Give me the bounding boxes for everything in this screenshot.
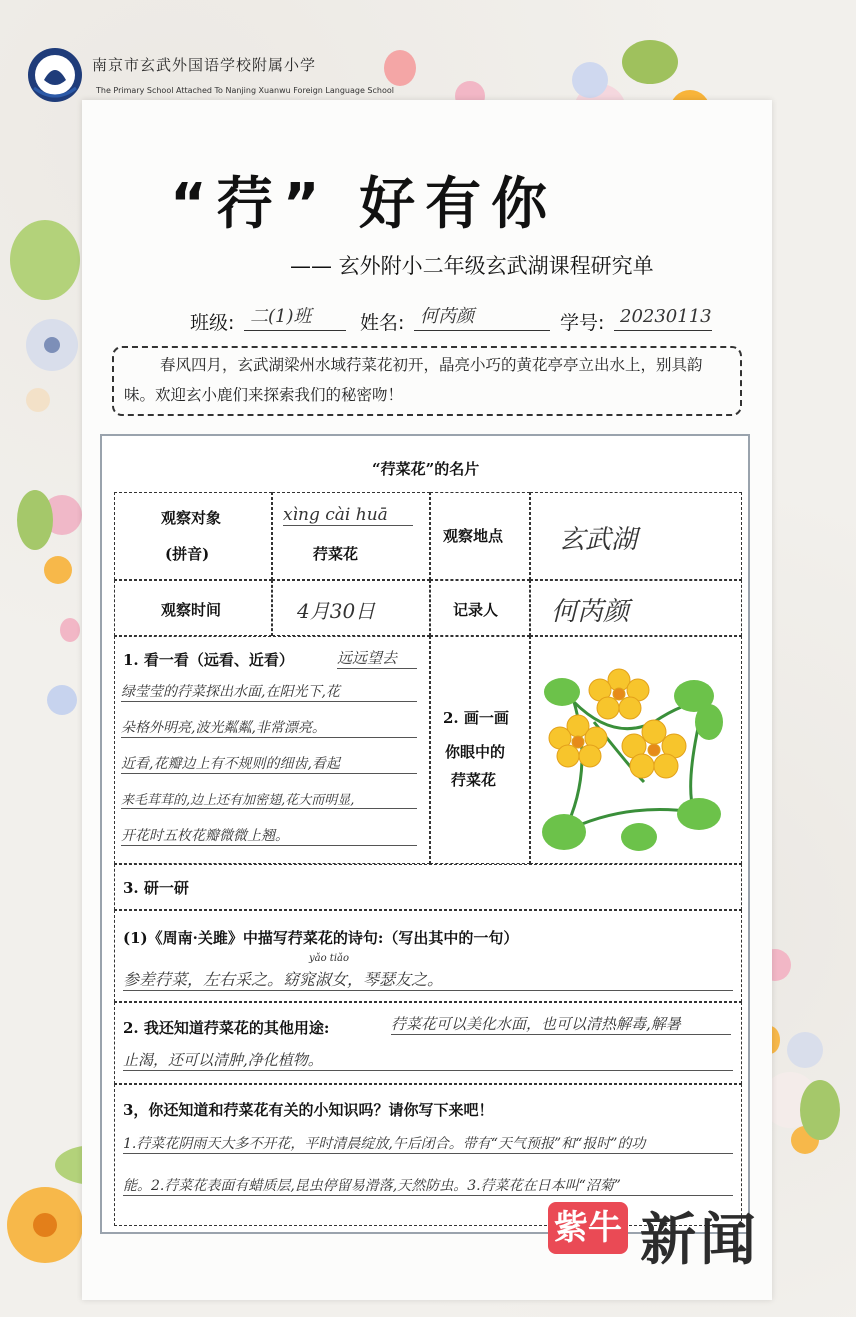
question-3-label: 3，你还知道和荇菜花有关的小知识吗？请你写下来吧！ xyxy=(123,1101,494,1119)
flower-drawing-image xyxy=(534,662,734,862)
page-title: “荇” 好有你 xyxy=(170,172,558,237)
cell-time-label xyxy=(114,580,272,636)
look-line-3: 朵格外明亮,波光粼粼,非常漂亮。 xyxy=(121,717,417,738)
look-line-2: 绿莹莹的荇菜探出水面,在阳光下,花 xyxy=(121,681,417,702)
student-id-label: 学号: xyxy=(560,312,605,334)
cell-look xyxy=(114,636,430,864)
research-label: 3. 研一研 xyxy=(123,879,189,897)
question-1-answer: 参差荇菜，左右采之。窈窕淑女，琴瑟友之。 xyxy=(123,967,733,991)
look-line-6: 开花时五枚花瓣微微上翘。 xyxy=(121,825,417,846)
cell-object-label xyxy=(114,492,272,580)
cell-recorder-value xyxy=(530,580,742,636)
look-line-4: 近看,花瓣边上有不规则的细齿,看起 xyxy=(121,753,417,774)
cell-draw-label xyxy=(430,636,530,864)
question-2-label: 2. 我还知道荇菜花的其他用途: xyxy=(123,1019,330,1037)
cell-research-label xyxy=(114,864,742,910)
cell-question-1 xyxy=(114,910,742,1002)
flower-2 xyxy=(549,715,607,767)
school-name-cn: 南京市玄武外国语学校附属小学 xyxy=(92,56,317,74)
news-logo-text: 新闻 xyxy=(640,1208,760,1273)
name-value: 何芮颜 xyxy=(414,304,550,331)
question-2-answer-2: 止渴，还可以清肿,净化植物。 xyxy=(123,1049,733,1071)
place-label: 观察地点 xyxy=(443,527,504,545)
cell-recorder-label xyxy=(430,580,530,636)
cell-object-value xyxy=(272,492,430,580)
cell-time-value xyxy=(272,580,430,636)
place-value: 玄武湖 xyxy=(559,525,638,555)
draw-label-3: 荇菜花 xyxy=(451,771,497,789)
draw-label-2: 你眼中的 xyxy=(445,743,506,761)
school-name-en: The Primary School Attached To Nanjing Xuanwu Foreign Language School xyxy=(96,86,394,95)
page-subtitle: —— 玄外附小二年级玄武湖课程研究单 xyxy=(290,254,654,278)
question-3-answer-1: 1.荇菜花阴雨天大多不开花，平时清晨绽放,午后闭合。带有“天气预报”和“报时”的功 xyxy=(123,1133,733,1154)
flower-1 xyxy=(589,669,649,719)
look-line-1: 远远望去 xyxy=(337,647,417,669)
card-heading: “荇菜花”的名片 xyxy=(372,460,480,478)
object-label: 观察对象 xyxy=(161,509,222,527)
left-flowers xyxy=(10,220,82,715)
time-value: 4月30日 xyxy=(297,599,376,623)
question-2-answer-1: 荇菜花可以美化水面，也可以清热解毒,解暑 xyxy=(391,1013,731,1035)
news-logo-badge: 紫牛 xyxy=(548,1202,628,1254)
draw-label-1: 2. 画一画 xyxy=(443,709,509,727)
question-1-pinyin: yǎo tiǎo xyxy=(309,953,350,964)
question-3-answer-2: 能。2.荇菜花表面有蜡质层,昆虫停留易滑落,天然防虫。3.荇菜花在日本叫“沼菊” xyxy=(123,1175,733,1196)
pinyin-label: (拼音) xyxy=(165,545,210,563)
cell-place-label xyxy=(430,492,530,580)
class-value: 二(1)班 xyxy=(244,304,346,331)
object-value: 荇菜花 xyxy=(313,545,359,563)
recorder-label: 记录人 xyxy=(453,601,499,619)
pinyin-value: xìng cài huā xyxy=(283,505,413,526)
question-1-label: (1)《周南·关雎》中描写荇菜花的诗句:（写出其中的一句） xyxy=(123,929,519,947)
look-label: 1. 看一看（远看、近看） xyxy=(123,651,294,669)
school-logo-icon xyxy=(26,46,84,104)
recorder-value: 何芮颜 xyxy=(551,597,630,627)
cell-question-2 xyxy=(114,1002,742,1084)
time-label: 观察时间 xyxy=(161,601,222,619)
cell-place-value xyxy=(530,492,742,580)
look-line-5: 来毛茸茸的,边上还有加密翅,花大而明显, xyxy=(121,789,417,809)
intro-text: 春风四月，玄武湖梁州水域荇菜花初开，晶亮小巧的黄花亭亭立出水上，别具韵味。欢迎玄小鹿们来探索我们的秘密吻！ xyxy=(112,346,742,416)
student-id-value: 20230113 xyxy=(614,304,712,331)
name-label: 姓名: xyxy=(360,312,405,334)
class-label: 班级: xyxy=(190,312,235,334)
